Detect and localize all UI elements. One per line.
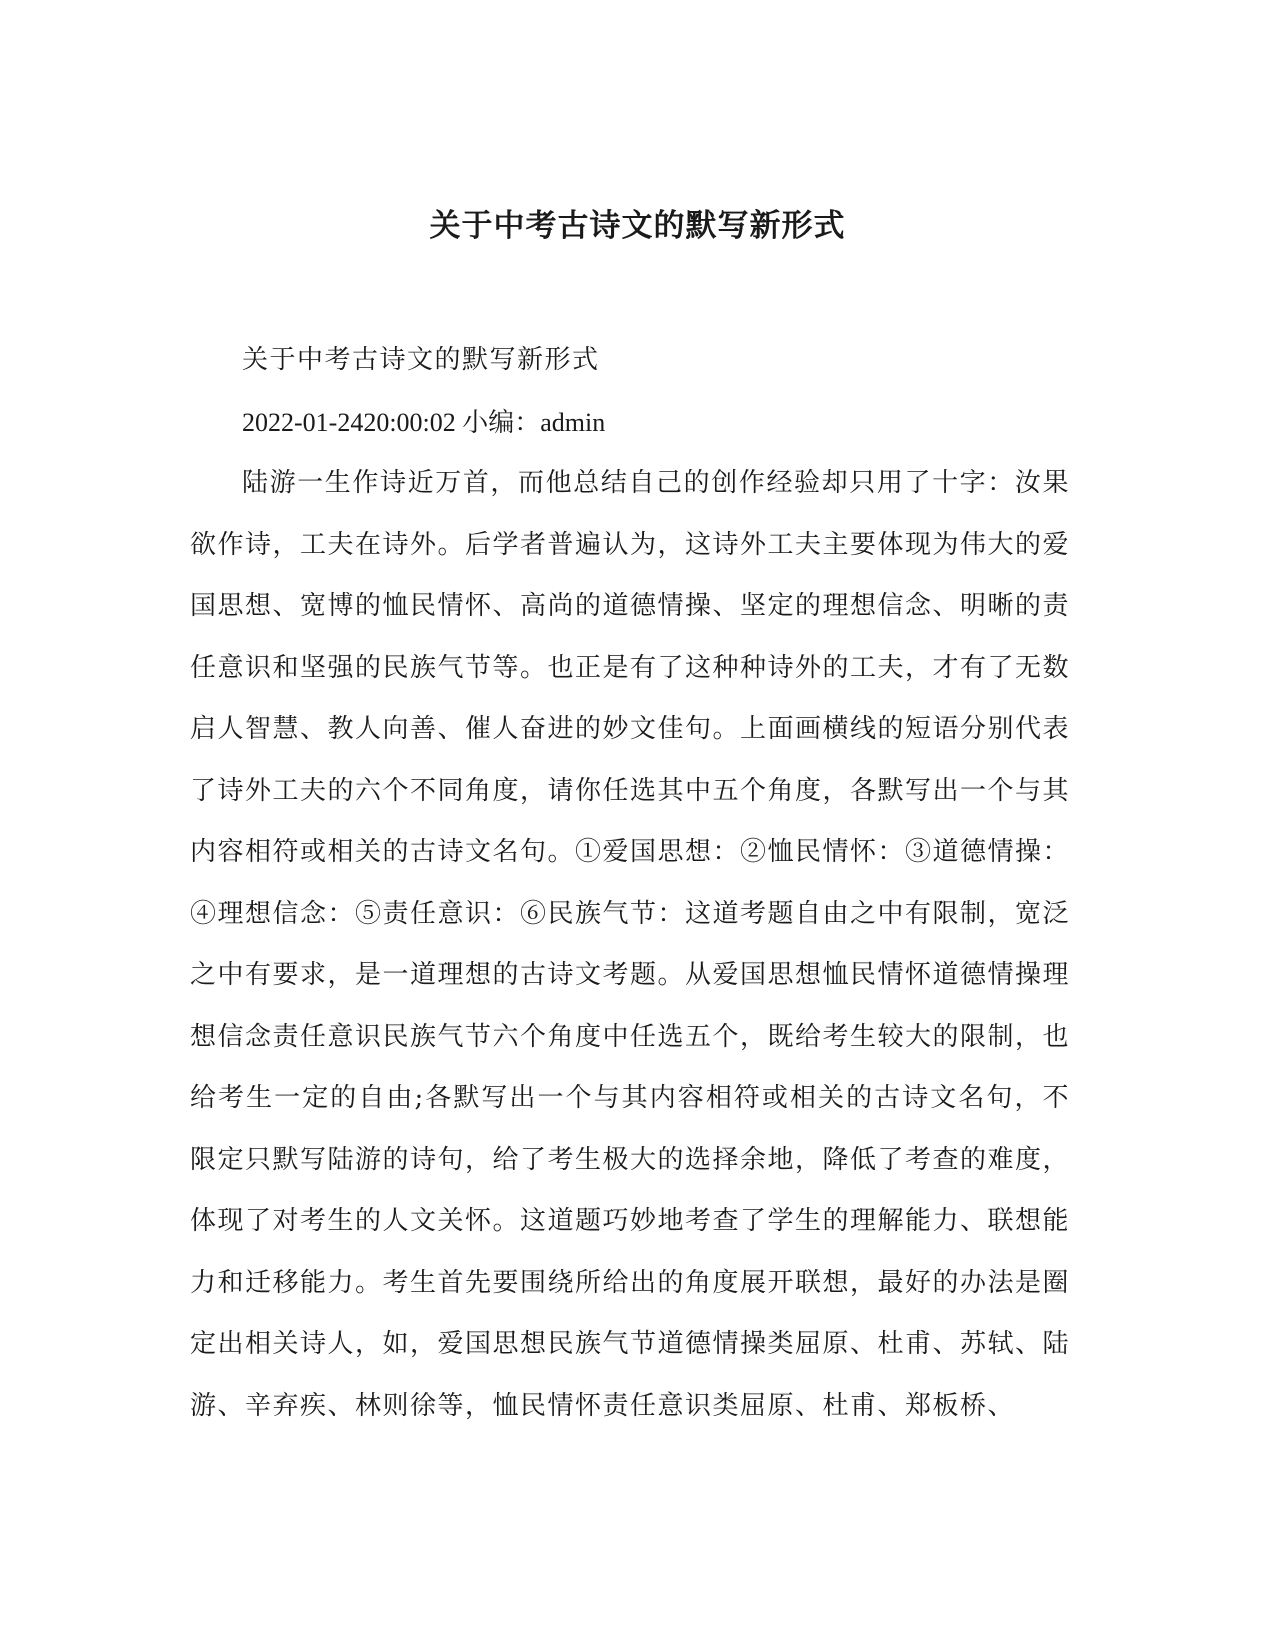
document-body	[190, 330, 1070, 1437]
document-subtitle: 关于中考古诗文的默写新形式	[242, 345, 600, 375]
document-title: 关于中考古诗文的默写新形式	[429, 208, 846, 244]
document-paragraph: 陆游一生作诗近万首，而他总结自己的创作经验却只用了十字：汝果欲作诗，工夫在诗外。后学者普遍认为，这诗外工夫主要体现为伟大的爱国思想、宽博的恤民情怀、高尚的道德情操、坚定的理想信念、明晰的责任意识和坚强的民族气节等。也正是有了这种种诗外的工夫，才有了无数启人智慧、教人向善、催人奋进的妙文佳句。上面画横线的短语分别代表了诗外工夫的六个不同角度，请你任选其中五个角度，各默写出一个与其内容相符或相关的古诗文名句。①爱国思想：②恤民情怀：③道德情操：④理想信念：⑤责任意识：⑥民族气节：这道考题自由之中有限制，宽泛之中有要求，是一道理想的古诗文考题。从爱国思想恤民情怀道德情操理想信念责任意识民族气节六个角度中任选五个，既给考生较大的限制，也给考生一定的自由;各默写出一个与其内容相符或相关的古诗文名句，不限定只默写陆游的诗句，给了考生极大的选择余地，降低了考查的难度，体现了对考生的人文关怀。这道题巧妙地考查了学生的理解能力、联想能力和迁移能力。考生首先要围绕所给出的角度展开联想，最好的办法是圈定出相关诗人，如，爱国思想民族气节道德情操类屈原、杜甫、苏轼、陆游、辛弃疾、林则徐等，恤民情怀责任意识类屈原、杜甫、郑板桥、	[190, 468, 1071, 1421]
document-meta: 2022-01-2420:00:02 小编：admin	[242, 407, 606, 437]
